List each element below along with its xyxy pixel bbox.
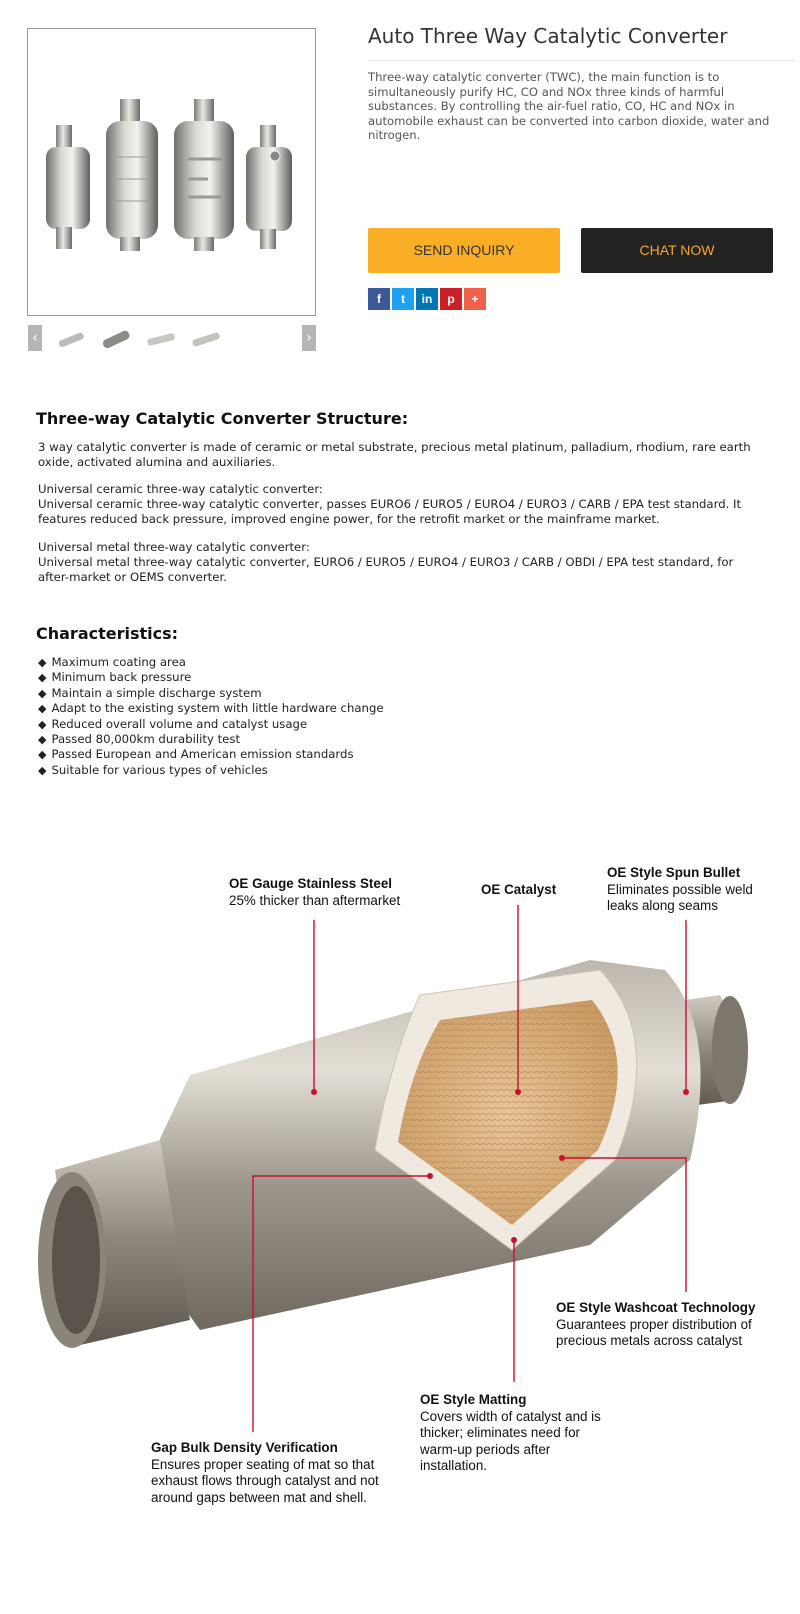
list-item: ◆ Passed 80,000km durability test bbox=[38, 732, 384, 747]
callout-text: Guarantees proper distribution of precious metals across catalyst bbox=[556, 1316, 752, 1348]
metal-title: Universal metal three-way catalytic converter: bbox=[38, 540, 310, 554]
thumbnail-4[interactable] bbox=[188, 325, 224, 353]
converter-diagram bbox=[0, 860, 800, 1560]
callout-title: OE Gauge Stainless Steel bbox=[229, 876, 392, 891]
callout-title: OE Catalyst bbox=[481, 882, 557, 897]
callout-catalyst bbox=[481, 882, 556, 899]
divider bbox=[368, 60, 796, 61]
callout-text: 25% thicker than aftermarket bbox=[229, 892, 401, 908]
list-item: ◆ Reduced overall volume and catalyst usage bbox=[38, 717, 384, 732]
product-description: Three-way catalytic converter (TWC), the main function is to simultaneously purify HC, CO and NOx three kinds of harmful substances. By controlling the air-fuel ratio, CO, HC and NOx in automobile exhaust can be converted into carbon dioxide, water and nitrogen. bbox=[368, 70, 770, 143]
callout-spun-bullet bbox=[607, 865, 767, 915]
thumbnail-2[interactable] bbox=[98, 325, 134, 353]
chat-now-button[interactable]: CHAT NOW bbox=[581, 228, 773, 273]
list-item: ◆ Adapt to the existing system with little hardware change bbox=[38, 701, 384, 716]
callout-title: OE Style Spun Bullet bbox=[607, 865, 741, 880]
characteristics-list bbox=[38, 655, 384, 778]
callout-matting bbox=[420, 1392, 620, 1475]
twitter-icon[interactable]: t bbox=[392, 288, 414, 310]
converter-cutaway-illustration bbox=[0, 860, 800, 1560]
list-item: ◆ Maximum coating area bbox=[38, 655, 384, 670]
callout-text: Eliminates possible weld leaks along seams bbox=[607, 881, 753, 913]
callout-text: Covers width of catalyst and is thicker; eliminates need for warm-up periods after installation. bbox=[420, 1408, 601, 1473]
callout-title: OE Style Washcoat Technology bbox=[556, 1300, 756, 1315]
callout-washcoat bbox=[556, 1300, 756, 1350]
structure-intro: 3 way catalytic converter is made of ceramic or metal substrate, precious metal platinum, palladium, rhodium, rare earth oxide, activated alumina and auxiliaries. bbox=[38, 440, 751, 469]
ceramic-title: Universal ceramic three-way catalytic converter: bbox=[38, 482, 323, 496]
linkedin-icon[interactable]: in bbox=[416, 288, 438, 310]
callout-gap-density bbox=[151, 1440, 381, 1506]
pinterest-icon[interactable]: p bbox=[440, 288, 462, 310]
callout-text: Ensures proper seating of mat so that exhaust flows through catalyst and not around gaps between mat and shell. bbox=[151, 1456, 379, 1505]
list-item: ◆ Suitable for various types of vehicles bbox=[38, 763, 384, 778]
facebook-icon[interactable]: f bbox=[368, 288, 390, 310]
structure-heading: Three-way Catalytic Converter Structure: bbox=[36, 409, 409, 428]
product-main-image[interactable] bbox=[27, 28, 316, 316]
thumbnail-3[interactable] bbox=[143, 325, 179, 353]
list-item: ◆ Maintain a simple discharge system bbox=[38, 686, 384, 701]
callout-title: Gap Bulk Density Verification bbox=[151, 1440, 338, 1455]
callout-title: OE Style Matting bbox=[420, 1392, 527, 1407]
list-item: ◆ Minimum back pressure bbox=[38, 670, 384, 685]
ceramic-text: Universal ceramic three-way catalytic converter, passes EURO6 / EURO5 / EURO4 / EURO3 / CARB / EPA test standard. It features reduced back pressure, improved engine power, for the retrofit market or the mainframe market. bbox=[38, 497, 742, 526]
list-item: ◆ Passed European and American emission standards bbox=[38, 747, 384, 762]
page-title: Auto Three Way Catalytic Converter bbox=[368, 24, 728, 48]
characteristics-heading: Characteristics: bbox=[36, 624, 179, 643]
metal-text: Universal metal three-way catalytic converter, EURO6 / EURO5 / EURO4 / EURO3 / CARB / OBDI / EPA test standard, for after-market or OEMS converter. bbox=[38, 555, 734, 584]
callout-stainless-steel bbox=[229, 876, 400, 909]
thumbnail-strip bbox=[28, 325, 317, 353]
converters-photo bbox=[28, 29, 315, 315]
chevron-left-icon[interactable]: ‹ bbox=[28, 325, 42, 351]
thumbnail-1[interactable] bbox=[54, 325, 90, 353]
send-inquiry-button[interactable]: SEND INQUIRY bbox=[368, 228, 560, 273]
share-more-icon[interactable]: + bbox=[464, 288, 486, 310]
chevron-right-icon[interactable]: › bbox=[302, 325, 316, 351]
